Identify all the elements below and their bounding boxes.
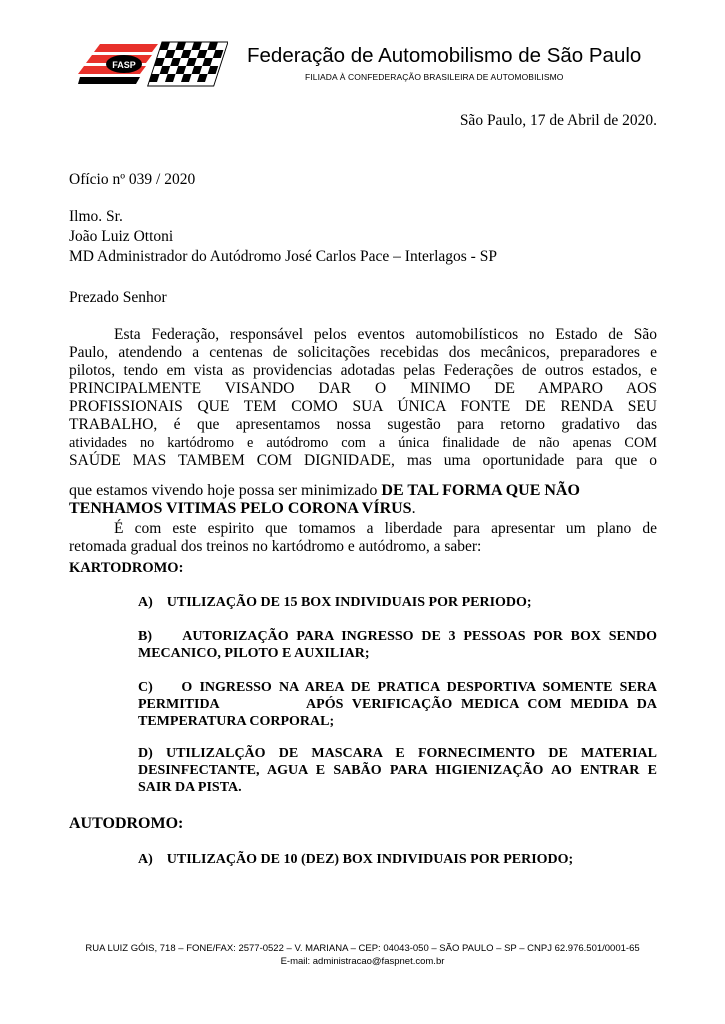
organization-name: Federação de Automobilismo de São Paulo (247, 44, 642, 67)
autodromo-heading: AUTODROMO: (69, 815, 184, 832)
body-line: que estamos vivendo hoje possa ser minimizado (69, 482, 378, 499)
kartodromo-item-a: A) UTILIZAÇÃO DE 15 BOX INDIVIDUAIS POR PERIODO; (138, 595, 532, 610)
recipient-title: Ilmo. Sr. (69, 208, 123, 225)
body-line: PROFISSIONAIS QUE TEM COMO SUA ÚNICA FONTE DE RENDA SEU (69, 398, 657, 415)
kartodromo-item-c-line: PERMITIDA APÓS VERIFICAÇÃO MEDICA COM MEDIDA DA (138, 697, 657, 712)
greeting: Prezado Senhor (69, 289, 167, 306)
recipient-role: MD Administrador do Autódromo José Carlos Pace – Interlagos - SP (69, 248, 497, 265)
footer-email: E-mail: administracao@faspnet.com.br (280, 956, 445, 967)
plan-intro-line: retomada gradual dos treinos no kartódromo e autódromo, a saber: (69, 538, 482, 555)
office-number: Ofício nº 039 / 2020 (69, 171, 196, 188)
kartodromo-item-d-line: DESINFECTANTE, AGUA E SABÃO PARA HIGIENIZAÇÃO AO ENTRAR E (138, 763, 657, 778)
kartodromo-item-d-line: SAIR DA PISTA. (138, 780, 242, 795)
body-bold-tail: DE TAL FORMA QUE NÃO (381, 482, 580, 499)
logo-text: FASP (112, 60, 136, 70)
body-line: pilotos, tendo em vista as providencias adotadas pelas Federações de outros estados, e (69, 362, 657, 379)
body-line: PRINCIPALMENTE VISANDO DAR O MINIMO DE AMPARO AOS (69, 380, 657, 397)
body-bold-line-wrap (69, 500, 416, 518)
kartodromo-item-c-line: C) O INGRESSO NA AREA DE PRATICA DESPORTIVA SOMENTE SERA (138, 680, 657, 695)
kartodromo-heading: KARTODROMO: (69, 560, 184, 576)
body-line: atividades no kartódromo e autódromo com a única finalidade de não apenas COM (69, 435, 657, 451)
body-line: Paulo, atendendo a centenas de solicitações recebidas dos mecânicos, preparadores e (69, 344, 657, 361)
body-line-mixed (69, 482, 580, 500)
footer-address: RUA LUIZ GÓIS, 718 – FONE/FAX: 2577-0522 – V. MARIANA – CEP: 04043-050 – SÃO PAULO – SP – CNPJ 62.976.501/0001-65 (85, 943, 640, 954)
kartodromo-item-b-line: MECANICO, PILOTO E AUXILIAR; (138, 646, 370, 661)
recipient-name: João Luiz Ottoni (69, 228, 174, 245)
body-period: . (411, 500, 416, 517)
fasp-logo (78, 40, 228, 88)
body-line: SAÚDE MAS TAMBEM COM DIGNIDADE, mas uma oportunidade para que o (69, 452, 657, 469)
plan-intro-line: É com este espirito que tomamos a liberdade para apresentar um plano de (114, 520, 657, 537)
body-bold-line: TENHAMOS VITIMAS PELO CORONA VÍRUS (69, 500, 412, 517)
kartodromo-item-d-line: D) UTILIZALÇÃO DE MASCARA E FORNECIMENTO DE MATERIAL (138, 746, 657, 761)
kartodromo-item-c-line: TEMPERATURA CORPORAL; (138, 714, 335, 729)
fasp-logo-graphic (78, 40, 228, 88)
organization-subtitle: FILIADA À CONFEDERAÇÃO BRASILEIRA DE AUTOMOBILISMO (305, 72, 564, 82)
body-line: TRABALHO, é que apresentamos nossa sugestão para retorno gradativo das (69, 416, 657, 433)
body-line: Esta Federação, responsável pelos eventos automobilísticos no Estado de São (114, 326, 657, 343)
autodromo-item-a: A) UTILIZAÇÃO DE 10 (DEZ) BOX INDIVIDUAIS POR PERIODO; (138, 852, 574, 867)
kartodromo-item-b-line: B) AUTORIZAÇÃO PARA INGRESSO DE 3 PESSOAS POR BOX SENDO (138, 629, 657, 644)
letter-date: São Paulo, 17 de Abril de 2020. (459, 112, 657, 129)
